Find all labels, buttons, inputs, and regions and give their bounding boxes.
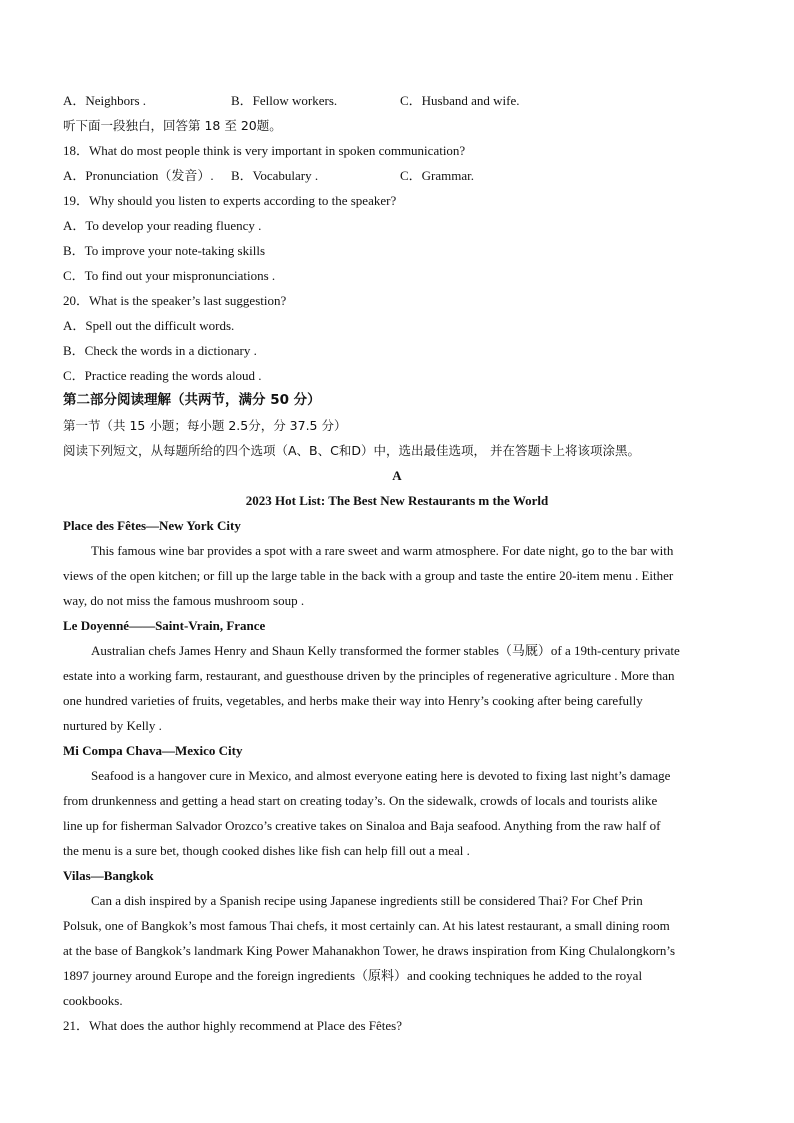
reading-instruction: 阅读下列短文，从每题所给的四个选项（A、B、C和D）中，选出最佳选项， 并在答题卡上将该项涂黑。 [63,443,640,458]
passage-letter: A [392,468,402,483]
exam-page [63,88,731,1038]
restaurant-4-text: Can a dish inspired by a Spanish recipe using Japanese ingredients still be considered Thai? For Chef Prin [91,893,643,908]
q19-option-a[interactable]: A．To develop your reading fluency . [63,218,262,233]
restaurant-2-text: one hundred varieties of fruits, vegetables, and herbs make their way into Henry’s cooking after being carefully [63,693,643,708]
restaurant-1-text: way, do not miss the famous mushroom soup . [63,593,305,608]
q18-option-c[interactable]: C．Grammar. [400,168,475,183]
monologue-intro: 听下面一段独白，回答第 18 至 20题。 [63,118,282,133]
restaurant-4-text: 1897 journey around Europe and the foreign ingredients（原料）and cooking techniques he added to the royal [63,968,643,983]
restaurant-3-title: Mi Compa Chava—Mexico City [63,743,243,758]
restaurant-2-title: Le Doyenné——Saint-Vrain, France [63,618,266,633]
q17-option-c[interactable]: C．Husband and wife. [400,93,520,108]
q20-option-b[interactable]: B．Check the words in a dictionary . [63,343,257,358]
passage-title: 2023 Hot List: The Best New Restaurants m the World [245,493,549,508]
q19-question: 19．Why should you listen to experts according to the speaker? [63,193,397,208]
q18-option-a[interactable]: A．Pronunciation（发音）. [63,168,214,183]
restaurant-3-text: from drunkenness and getting a head start on creating today’s. On the sidewalk, crowds of locals and tourists alike [63,793,658,808]
q21-question: 21．What does the author highly recommend at Place des Fêtes? [63,1018,402,1033]
q19-option-c[interactable]: C．To find out your mispronunciations . [63,268,276,283]
section1-heading: 第一节（共 15 小题；每小题 2.5分，分 37.5 分） [63,418,347,433]
q20-option-a[interactable]: A．Spell out the difficult words. [63,318,235,333]
restaurant-1-text: views of the open kitchen; or fill up the large table in the back with a group and taste the entire 20-item menu . Either [63,568,674,583]
q18-option-b[interactable]: B．Vocabulary . [231,168,319,183]
restaurant-2-text: Australian chefs James Henry and Shaun Kelly transformed the former stables（马厩）of a 19th-century private [91,643,680,658]
q17-option-a[interactable]: A．Neighbors . [63,93,147,108]
restaurant-1-title: Place des Fêtes—New York City [63,518,241,533]
restaurant-3-text: Seafood is a hangover cure in Mexico, and almost everyone eating here is devoted to fixing last night’s damage [91,768,671,783]
q18-options [63,163,731,188]
q19-option-b[interactable]: B．To improve your note-taking skills [63,243,266,258]
part2-title: 第二部分阅读理解（共两节，满分 50 分） [63,392,321,408]
restaurant-4-text: Polsuk, one of Bangkok’s most famous Thai chefs, it most certainly can. At his latest restaurant, a small dining room [63,918,670,933]
restaurant-4-title: Vilas—Bangkok [63,868,154,883]
restaurant-2-text: nurtured by Kelly . [63,718,162,733]
q20-question: 20．What is the speaker’s last suggestion? [63,293,287,308]
restaurant-3-text: the menu is a sure bet, though cooked dishes like fish can help fill out a meal . [63,843,470,858]
q18-question: 18．What do most people think is very important in spoken communication? [63,143,466,158]
restaurant-2-text: estate into a working farm, restaurant, and guesthouse driven by the principles of regenerative agriculture . More than [63,668,675,683]
q17-option-b[interactable]: B．Fellow workers. [231,93,338,108]
restaurant-3-text: line up for fisherman Salvador Orozco’s creative takes on Sinaloa and Baja seafood. Anything from the raw half of [63,818,661,833]
restaurant-1-text: This famous wine bar provides a spot with a rare sweet and warm atmosphere. For date night, go to the bar with [91,543,674,558]
restaurant-4-text: cookbooks. [63,993,123,1008]
restaurant-4-text: at the base of Bangkok’s landmark King Power Mahanakhon Tower, he draws inspiration from King Chulalongkorn’s [63,943,676,958]
q20-option-c[interactable]: C．Practice reading the words aloud . [63,368,262,383]
q17-options [63,88,731,113]
